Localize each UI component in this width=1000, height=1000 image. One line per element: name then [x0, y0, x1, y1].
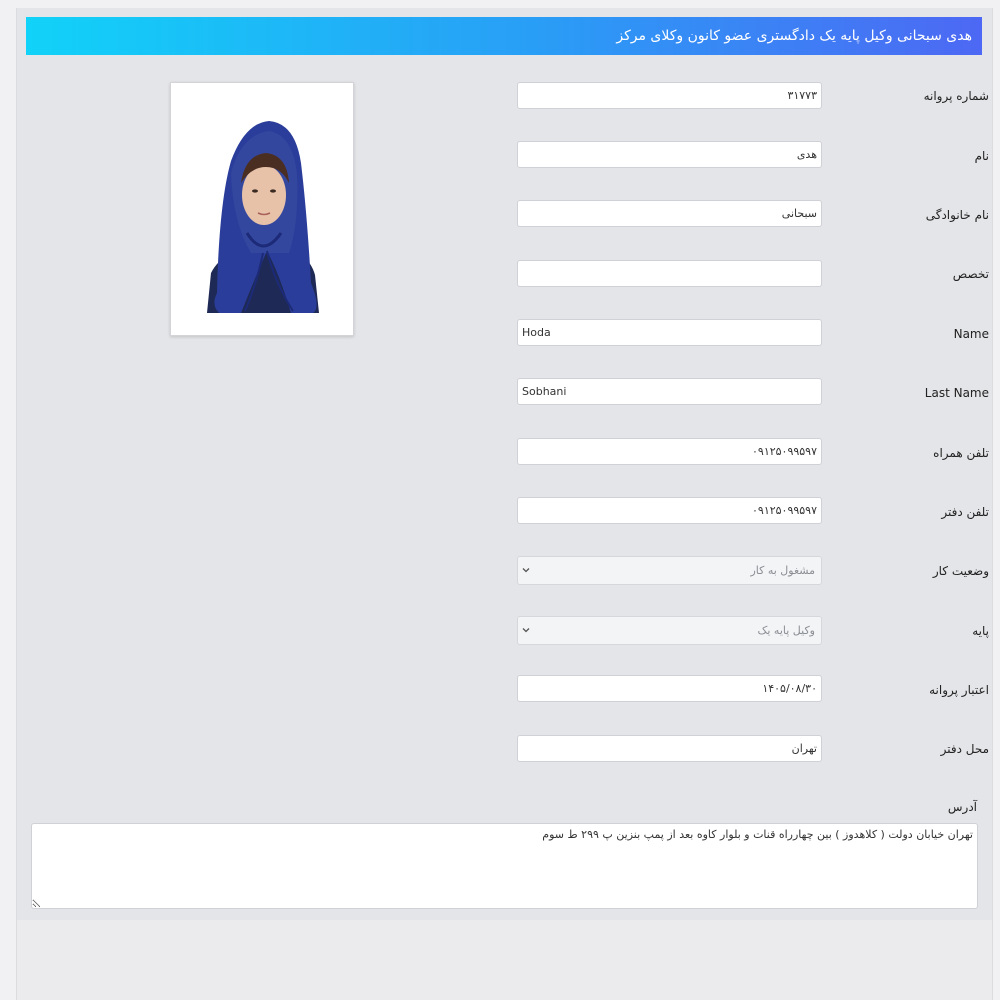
label-mobile: تلفن همراه — [933, 446, 989, 460]
label-office-location: محل دفتر — [940, 742, 989, 756]
last-name-field[interactable] — [517, 200, 822, 227]
label-license-number: شماره پروانه — [923, 89, 989, 103]
label-grade: پایه — [972, 624, 989, 638]
office-location-field[interactable] — [517, 735, 822, 762]
grade-value: وکیل پایه یک — [757, 624, 815, 637]
label-first-name: نام — [974, 149, 989, 163]
profile-header — [26, 17, 982, 55]
label-license-validity: اعتبار پروانه — [929, 683, 989, 697]
label-office-phone: تلفن دفتر — [941, 505, 989, 519]
profile-photo-frame — [170, 82, 354, 336]
license-validity-field[interactable] — [517, 675, 822, 702]
license-number-field[interactable] — [517, 82, 822, 109]
lawyer-profile-card — [17, 8, 992, 920]
grade-select[interactable] — [517, 616, 822, 645]
first-name-field[interactable] — [517, 141, 822, 168]
label-last-name-en: Last Name — [924, 386, 989, 400]
profile-title: هدی سبحانی وکیل پایه یک دادگستری عضو کانون وکلای مرکز — [616, 28, 972, 44]
label-address: آدرس — [947, 800, 977, 814]
label-name-en: Name — [953, 327, 989, 341]
page-container — [16, 8, 993, 1000]
work-status-select[interactable] — [517, 556, 822, 585]
last-name-en-field[interactable] — [517, 378, 822, 405]
address-field[interactable] — [31, 823, 978, 909]
office-phone-field[interactable] — [517, 497, 822, 524]
profile-photo — [171, 83, 353, 335]
specialty-field[interactable] — [517, 260, 822, 287]
work-status-value: مشغول به کار — [750, 564, 815, 577]
chevron-down-icon — [522, 626, 530, 634]
label-last-name: نام خانوادگی — [925, 208, 989, 222]
chevron-down-icon — [522, 566, 530, 574]
name-en-field[interactable] — [517, 319, 822, 346]
label-specialty: تخصص — [952, 267, 989, 281]
label-work-status: وضعیت کار — [932, 564, 989, 578]
mobile-field[interactable] — [517, 438, 822, 465]
